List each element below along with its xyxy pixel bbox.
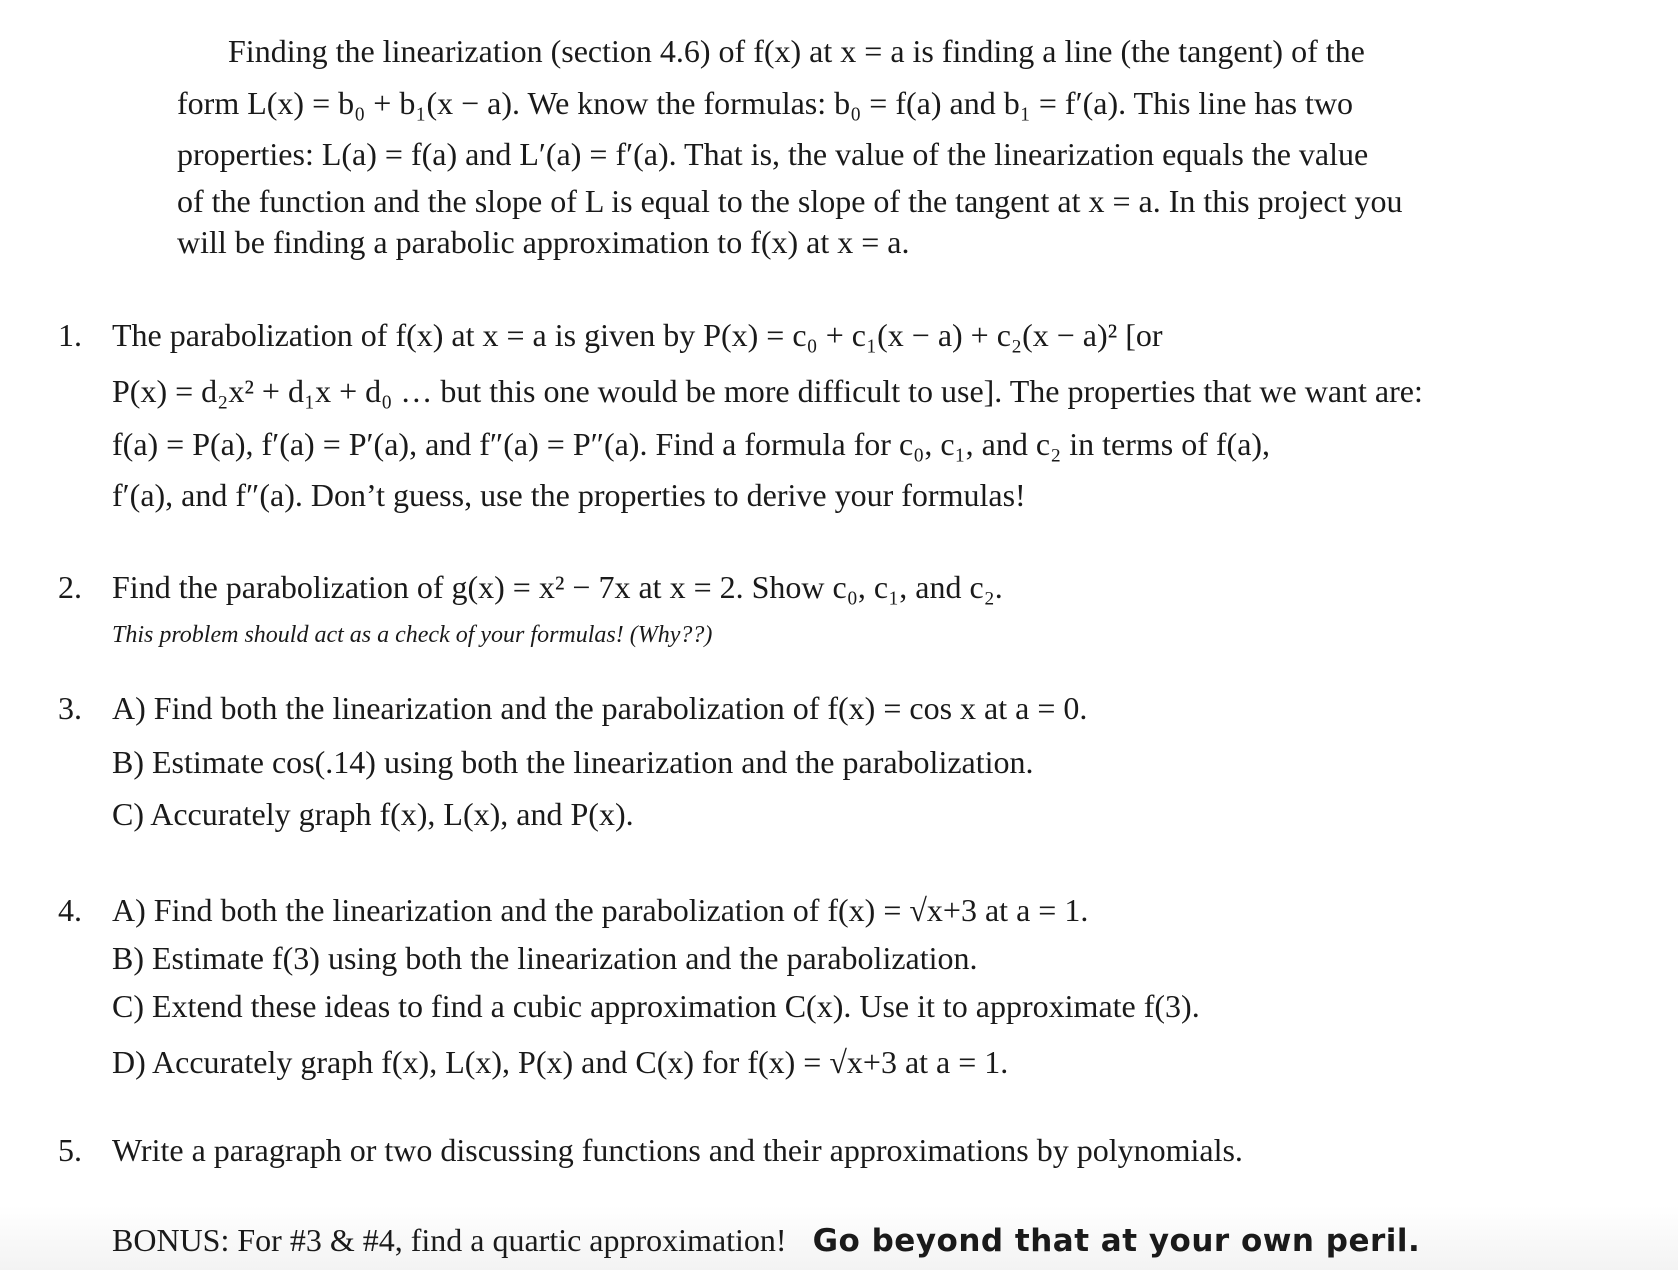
problem-3-part-b: B) Estimate cos(.14) using both the linearization and the parabolization.: [112, 744, 1034, 780]
problem-2-line-1: Find the parabolization of g(x) = x² − 7x at x = 2. Show c₀, c₁, and c₂.: [112, 569, 1003, 605]
intro-line-1: Finding the linearization (section 4.6) of f(x) at x = a is finding a line (the tangent) of the: [228, 33, 1365, 69]
problem-3-part-c: C) Accurately graph f(x), L(x), and P(x).: [112, 796, 634, 832]
problem-3-number: 3.: [58, 690, 82, 726]
problem-4-part-b: B) Estimate f(3) using both the linearization and the parabolization.: [112, 940, 978, 976]
problem-5-number: 5.: [58, 1132, 82, 1168]
problem-4-number: 4.: [58, 892, 82, 928]
bonus-text: BONUS: For #3 & #4, find a quartic approximation!: [112, 1222, 787, 1258]
problem-1-line-3: f(a) = P(a), f′(a) = P′(a), and f″(a) = P″(a). Find a formula for c₀, c₁, and c₂ in terms of f(a),: [112, 426, 1271, 462]
bonus-handwritten-note: Go beyond that at your own peril.: [812, 1223, 1421, 1259]
intro-line-3: properties: L(a) = f(a) and L′(a) = f′(a). That is, the value of the linearization equals the value: [177, 136, 1369, 172]
problem-4-part-a: A) Find both the linearization and the parabolization of f(x) = √x+3 at a = 1.: [112, 892, 1089, 928]
intro-line-5: will be finding a parabolic approximation to f(x) at x = a.: [177, 224, 910, 260]
problem-2-number: 2.: [58, 569, 82, 605]
problem-4-part-d: D) Accurately graph f(x), L(x), P(x) and C(x) for f(x) = √x+3 at a = 1.: [112, 1044, 1009, 1080]
problem-1-line-2: P(x) = d₂x² + d₁x + d₀ … but this one would be more difficult to use]. The properties that we want are:: [112, 373, 1423, 409]
problem-4-part-c: C) Extend these ideas to find a cubic approximation C(x). Use it to approximate f(3).: [112, 988, 1200, 1024]
intro-line-2: form L(x) = b₀ + b₁(x − a). We know the formulas: b₀ = f(a) and b₁ = f′(a). This line has two: [177, 85, 1354, 121]
problem-3-part-a: A) Find both the linearization and the parabolization of f(x) = cos x at a = 0.: [112, 690, 1088, 726]
problem-1-number: 1.: [58, 317, 82, 353]
bonus-line: [112, 1220, 1420, 1261]
intro-line-4: of the function and the slope of L is equal to the slope of the tangent at x = a. In this project you: [177, 183, 1403, 219]
problem-5-line-1: Write a paragraph or two discussing functions and their approximations by polynomials.: [112, 1132, 1243, 1168]
problem-1-line-4: f′(a), and f″(a). Don’t guess, use the properties to derive your formulas!: [112, 477, 1026, 513]
problem-1-line-1: The parabolization of f(x) at x = a is given by P(x) = c₀ + c₁(x − a) + c₂(x − a)² [or: [112, 317, 1163, 353]
problem-2-note: This problem should act as a check of your formulas! (Why??): [112, 622, 713, 648]
